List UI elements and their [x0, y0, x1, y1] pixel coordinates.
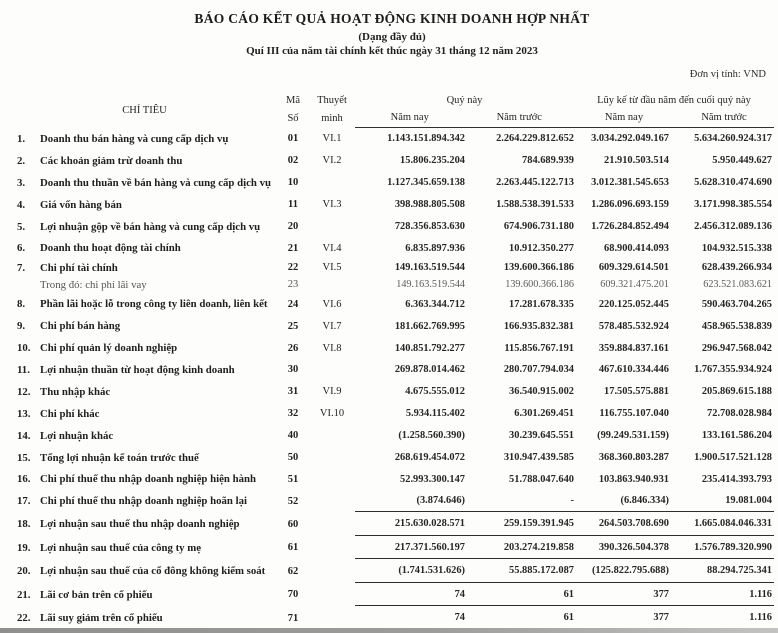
value-ytd-prior: 1.116	[669, 583, 774, 607]
value-ytd-current: 21.910.503.514	[604, 155, 669, 167]
value-ytd-current: (125.822.795.688)	[574, 559, 669, 583]
value-quarter-prior: 203.274.219.858	[465, 536, 574, 560]
column-header-ytd-current: Năm nay	[604, 112, 644, 123]
value-quarter-prior: 36.540.915.002	[509, 386, 574, 398]
value-quarter-prior: 280.707.794.034	[503, 364, 574, 376]
row-number: 18.	[17, 518, 31, 530]
row-code: 22	[287, 262, 299, 274]
row-label: Doanh thu thuần về bán hàng và cung cấp dịch vụ	[40, 176, 272, 189]
row-code: 11	[288, 199, 298, 211]
row-label: Thu nhập khác	[40, 385, 111, 398]
value-ytd-prior: 1.116	[669, 606, 774, 630]
unit-note: Đơn vị tính: VND	[689, 69, 766, 80]
table-body	[12, 128, 772, 630]
value-quarter-prior: 1.588.538.391.533	[496, 199, 574, 211]
column-group-ytd	[574, 92, 774, 128]
row-number: 2.	[17, 154, 26, 167]
row-number: 20.	[17, 565, 31, 577]
table-row	[12, 259, 772, 276]
row-code: 62	[287, 565, 299, 577]
value-ytd-prior: 1.900.517.521.128	[694, 452, 772, 464]
table-row	[12, 512, 772, 536]
row-label: Giá vốn hàng bán	[40, 198, 122, 211]
row-label: Lợi nhuận sau thuế thu nhập doanh nghiệp	[40, 518, 240, 530]
value-quarter-prior: 6.301.269.451	[514, 408, 574, 420]
value-ytd-current: 368.360.803.287	[598, 452, 669, 464]
value-quarter-prior: 10.912.350.277	[509, 242, 574, 254]
column-header-code-line2: Số	[287, 113, 299, 124]
row-label: Tổng lợi nhuận kế toán trước thuế	[40, 451, 199, 464]
value-quarter-prior: 139.600.366.186	[503, 262, 574, 274]
row-code: 40	[287, 430, 299, 442]
value-quarter-current: (1.741.531.626)	[355, 559, 465, 583]
value-ytd-current: 467.610.334.446	[598, 364, 669, 376]
value-ytd-current: 116.755.107.040	[599, 408, 669, 420]
value-quarter-current: 74	[355, 606, 465, 630]
column-group-quarter-label: Quý này	[446, 95, 483, 106]
value-ytd-current: 609.329.614.501	[598, 262, 669, 274]
value-quarter-prior: 784.689.939	[522, 155, 574, 167]
row-number: 10.	[17, 342, 31, 355]
row-note: VI.4	[322, 242, 342, 254]
table-subrow	[12, 276, 772, 293]
table-row	[12, 381, 772, 403]
value-ytd-prior: 2.456.312.089.136	[694, 221, 772, 232]
table-row	[12, 128, 772, 150]
report-period: Quí III của năm tài chính kết thúc ngày 31 tháng 12 năm 2023	[246, 45, 538, 57]
value-quarter-prior: 166.935.832.381	[503, 320, 574, 332]
table-row	[12, 150, 772, 172]
value-quarter-prior: 61	[465, 606, 574, 630]
value-ytd-prior: 235.414.393.793	[701, 473, 772, 485]
column-group-quarter	[355, 92, 574, 128]
column-group-ytd-subheaders	[574, 110, 774, 128]
row-label: Các khoản giảm trừ doanh thu	[40, 154, 183, 167]
row-code: 20	[287, 221, 299, 232]
value-ytd-prior: 104.932.515.338	[701, 242, 772, 254]
row-number: 5.	[17, 220, 26, 233]
value-ytd-prior: 72.708.028.984	[707, 408, 772, 420]
row-note: VI.8	[322, 342, 342, 354]
table-row	[12, 359, 772, 381]
column-header-quarter-prior: Năm trước	[496, 112, 542, 123]
value-ytd-current: 377	[574, 583, 669, 607]
row-label: Chi phí quản lý doanh nghiệp	[40, 342, 178, 355]
table-row	[12, 583, 772, 607]
row-number: 1.	[17, 132, 26, 145]
row-code: 30	[287, 364, 299, 376]
row-number: 17.	[17, 495, 31, 508]
row-number: 14.	[17, 429, 31, 442]
row-label: Chi phí thuế thu nhập doanh nghiệp hoãn lại	[40, 495, 248, 508]
row-label: Doanh thu bán hàng và cung cấp dịch vụ	[40, 132, 229, 145]
value-quarter-current: 728.356.853.630	[394, 221, 465, 232]
report-header	[12, 11, 772, 57]
row-note: VI.5	[322, 262, 342, 274]
row-label: Chi phí bán hàng	[40, 320, 121, 333]
value-ytd-prior: 19.081.004	[669, 490, 774, 512]
row-label: Lợi nhuận khác	[40, 429, 114, 442]
value-ytd-current: 609.321.475.201	[600, 279, 669, 291]
table-row	[12, 559, 772, 583]
row-number: 8.	[17, 298, 26, 311]
row-number: 13.	[17, 407, 31, 420]
value-ytd-prior: 1.767.355.934.924	[694, 364, 772, 376]
row-label: Lợi nhuận gộp về bán hàng và cung cấp dịch vụ	[40, 220, 261, 233]
row-label: Doanh thu hoạt động tài chính	[40, 242, 181, 255]
row-code: 01	[287, 133, 299, 145]
value-quarter-prior: 2.264.229.812.652	[496, 133, 574, 145]
table-row	[12, 293, 772, 315]
row-label: Trong đó: chi phí lãi vay	[40, 278, 147, 291]
row-label: Lợi nhuận thuần từ hoạt động kinh doanh	[40, 363, 235, 376]
value-ytd-current: 264.503.708.690	[574, 512, 669, 536]
report-subtitle: (Dạng đầy đủ)	[358, 31, 426, 43]
row-code: 52	[287, 495, 299, 507]
value-ytd-current: 220.125.052.445	[598, 298, 669, 310]
value-ytd-current: 17.505.575.881	[604, 386, 669, 398]
row-code: 50	[287, 452, 299, 464]
table-row	[12, 194, 772, 216]
value-quarter-current: 1.127.345.659.138	[387, 177, 465, 189]
value-ytd-current: 3.012.381.545.653	[591, 177, 669, 189]
value-quarter-current: 149.163.519.544	[394, 262, 465, 274]
row-note: VI.2	[322, 155, 342, 167]
table-row	[12, 425, 772, 447]
value-ytd-current: 68.900.414.093	[604, 242, 669, 254]
value-quarter-current: 215.630.028.571	[355, 512, 465, 536]
row-code: 60	[287, 518, 299, 530]
table-row	[12, 606, 772, 630]
table-header	[12, 92, 772, 128]
value-quarter-current: 6.835.897.936	[405, 242, 465, 254]
row-code: 32	[287, 408, 299, 420]
value-quarter-current: 269.878.014.462	[394, 364, 465, 376]
column-group-ytd-label: Lũy kế từ đầu năm đến cuối quý này	[597, 95, 751, 106]
value-quarter-current: 268.619.454.072	[394, 452, 465, 464]
column-header-ytd-prior: Năm trước	[701, 112, 747, 123]
value-ytd-prior: 458.965.538.839	[701, 320, 772, 332]
value-ytd-current: 103.863.940.931	[598, 473, 669, 485]
value-ytd-prior: 3.171.998.385.554	[694, 199, 772, 211]
row-number: 21.	[17, 588, 31, 601]
row-number: 15.	[17, 451, 31, 464]
row-label: Lãi suy giảm trên cổ phiếu	[40, 612, 163, 624]
value-quarter-current: 1.143.151.894.342	[387, 133, 465, 145]
value-quarter-prior: 17.281.678.335	[509, 298, 574, 310]
column-header-note-line1: Thuyết	[317, 95, 347, 106]
value-ytd-prior: 296.947.568.042	[701, 342, 772, 354]
row-number: 16.	[17, 473, 31, 486]
table-row	[12, 447, 772, 469]
table-row	[12, 216, 772, 238]
value-quarter-current: 15.806.235.204	[400, 155, 465, 167]
row-code: 51	[287, 473, 299, 485]
row-note: VI.1	[322, 133, 342, 145]
report-title: BÁO CÁO KẾT QUẢ HOẠT ĐỘNG KINH DOANH HỢP NHẤT	[194, 11, 590, 26]
value-ytd-prior: 628.439.266.934	[701, 262, 772, 274]
value-quarter-prior: 51.788.047.640	[509, 473, 574, 485]
column-group-quarter-subheaders	[355, 110, 574, 128]
value-quarter-prior: 30.239.645.551	[509, 430, 574, 442]
value-ytd-current: (6.846.334)	[574, 490, 669, 512]
row-number: 19.	[17, 541, 31, 554]
row-code: 70	[287, 589, 299, 600]
row-number: 22.	[17, 612, 31, 624]
value-ytd-prior: 205.869.615.188	[701, 386, 772, 398]
value-ytd-prior: 133.161.586.204	[701, 430, 772, 442]
value-ytd-current: 359.884.837.161	[598, 342, 669, 354]
column-header-note	[309, 92, 355, 128]
value-ytd-current: 1.726.284.852.494	[591, 221, 669, 232]
row-note: VI.9	[322, 386, 342, 398]
value-ytd-current: 1.286.096.693.159	[591, 199, 669, 211]
value-quarter-current: 149.163.519.544	[396, 279, 465, 291]
table-row	[12, 536, 772, 560]
row-code: 71	[287, 612, 299, 624]
row-number: 9.	[17, 320, 26, 333]
value-ytd-prior: 5.634.260.924.317	[694, 133, 772, 145]
table-row	[12, 490, 772, 512]
row-label: Chi phí thuế thu nhập doanh nghiệp hiện hành	[40, 473, 257, 486]
value-quarter-prior: 61	[465, 583, 574, 607]
row-label: Lợi nhuận sau thuế của công ty mẹ	[40, 541, 202, 554]
value-quarter-current: 6.363.344.712	[405, 298, 465, 310]
value-quarter-current: (1.258.560.390)	[398, 430, 465, 442]
scan-edge-band	[0, 628, 778, 633]
value-quarter-prior: 674.906.731.180	[503, 221, 574, 232]
value-ytd-current: (99.249.531.159)	[597, 430, 669, 442]
column-header-code-line1: Mã	[286, 95, 300, 106]
row-code: 26	[287, 342, 299, 354]
table-row	[12, 237, 772, 259]
value-quarter-prior: 115.856.767.191	[504, 342, 574, 354]
value-ytd-current: 377	[574, 606, 669, 630]
row-number: 11.	[17, 363, 30, 376]
row-code: 10	[287, 177, 299, 189]
column-header-note-line2: minh	[321, 113, 343, 124]
row-code: 25	[287, 320, 299, 332]
row-label: Phần lãi hoặc lỗ trong công ty liên doanh, liên kết	[40, 298, 268, 311]
row-number: 6.	[17, 242, 26, 255]
column-header-quarter-current: Năm nay	[390, 112, 429, 123]
value-quarter-current: 74	[355, 583, 465, 607]
row-code: 21	[287, 242, 299, 254]
table-row	[12, 468, 772, 490]
row-label: Lãi cơ bản trên cổ phiếu	[40, 588, 153, 601]
value-ytd-prior: 623.521.083.621	[703, 279, 772, 291]
value-ytd-current: 3.034.292.049.167	[591, 133, 669, 145]
column-header-code	[277, 92, 309, 128]
value-quarter-prior: 259.159.391.945	[465, 512, 574, 536]
row-number: 12.	[17, 385, 31, 398]
value-ytd-prior: 5.628.310.474.690	[694, 177, 772, 189]
income-statement-table	[12, 92, 772, 630]
row-note: VI.3	[322, 199, 342, 211]
value-quarter-current: 181.662.769.995	[394, 320, 465, 332]
row-label: Chi phí khác	[40, 407, 100, 420]
value-quarter-prior: 139.600.366.186	[505, 279, 574, 291]
table-row	[12, 315, 772, 337]
value-quarter-current: 5.934.115.402	[405, 408, 465, 420]
value-ytd-current: 578.485.532.924	[598, 320, 669, 332]
value-quarter-prior: 2.263.445.122.713	[496, 177, 574, 189]
row-code: 31	[287, 386, 299, 398]
row-number: 3.	[17, 176, 26, 189]
value-quarter-prior: 310.947.439.585	[503, 452, 574, 464]
value-ytd-prior: 88.294.725.341	[669, 559, 774, 583]
value-ytd-prior: 590.463.704.265	[701, 298, 772, 310]
row-note: VI.10	[319, 408, 345, 420]
value-quarter-prior: -	[465, 490, 574, 512]
row-code: 61	[287, 542, 299, 553]
row-code: 02	[287, 155, 299, 167]
value-ytd-prior: 1.665.084.046.331	[669, 512, 774, 536]
row-label: Chi phí tài chính	[40, 261, 118, 274]
row-label: Lợi nhuận sau thuế của cổ đông không kiểm soát	[40, 565, 266, 577]
column-header-item: CHỈ TIÊU	[122, 104, 167, 116]
value-quarter-current: (3.874.646)	[355, 490, 465, 512]
table-row	[12, 403, 772, 425]
value-ytd-current: 390.326.504.378	[574, 536, 669, 560]
value-quarter-current: 398.988.805.508	[394, 199, 465, 211]
value-quarter-current: 52.993.300.147	[400, 473, 465, 485]
value-quarter-current: 140.851.792.277	[394, 342, 465, 354]
table-row	[12, 337, 772, 359]
row-number: 7.	[17, 261, 26, 274]
row-code: 24	[287, 298, 299, 310]
value-ytd-prior: 5.950.449.627	[712, 155, 772, 167]
row-code: 23	[287, 279, 299, 291]
table-row	[12, 172, 772, 194]
value-ytd-prior: 1.576.789.320.990	[669, 536, 774, 560]
value-quarter-prior: 55.885.172.087	[465, 559, 574, 583]
row-note: VI.7	[322, 320, 342, 332]
value-quarter-current: 4.675.555.012	[405, 386, 465, 398]
row-note: VI.6	[322, 298, 342, 310]
row-number: 4.	[17, 198, 26, 211]
value-quarter-current: 217.371.560.197	[355, 536, 465, 560]
